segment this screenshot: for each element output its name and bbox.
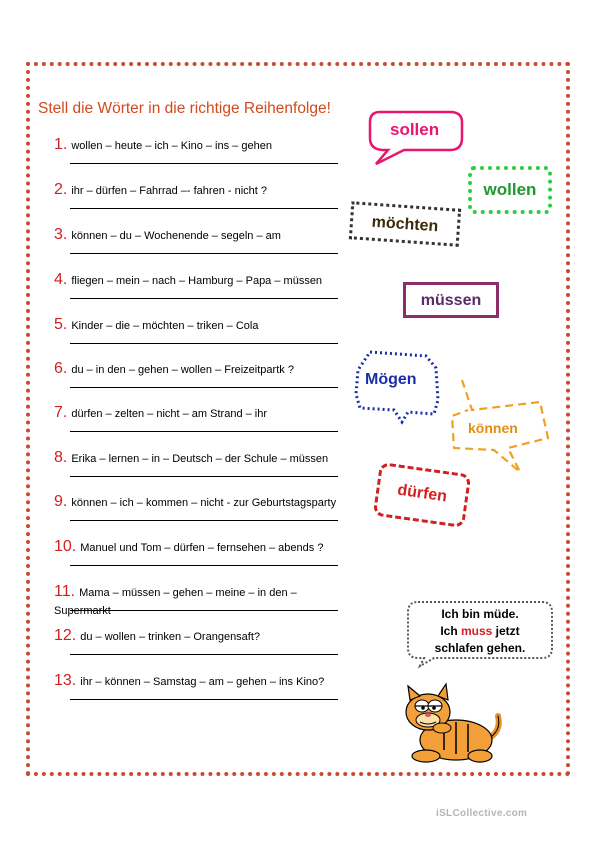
exercise-number: 5.	[54, 316, 68, 333]
exercise-words: wollen – heute – ich – Kino – ins – gehen	[71, 140, 272, 152]
exercise-item	[54, 316, 354, 334]
exercise-words: können – ich – kommen – nicht - zur Geburtstagsparty	[71, 497, 337, 509]
footer-watermark: iSLCollective.com	[436, 808, 528, 819]
exercise-number: 13.	[54, 672, 77, 689]
speech-line-3: schlafen gehen.	[434, 641, 526, 655]
exercise-item	[54, 136, 354, 154]
exercise-words: Kinder – die – möchten – triken – Cola	[71, 320, 259, 332]
answer-line[interactable]	[70, 699, 338, 700]
verb-duerfen: dürfen	[373, 462, 472, 528]
exercise-words: können – du – Wochenende – segeln – am	[71, 230, 281, 242]
exercise-number: 11.	[54, 583, 76, 600]
exercise-item	[54, 181, 354, 199]
verb-muessen: müssen	[403, 282, 499, 318]
garfield-cat-illustration	[398, 680, 506, 766]
exercise-item	[54, 360, 354, 378]
exercise-words: fliegen – mein – nach – Hamburg – Papa – müssen	[71, 275, 323, 287]
exercise-number: 9.	[54, 493, 68, 510]
speech-line-2-pre: Ich	[440, 624, 461, 638]
exercise-words: ihr – dürfen – Fahrrad –- fahren - nicht ?	[71, 185, 268, 197]
speech-line-2	[412, 623, 548, 640]
speech-line-2-post: jetzt	[492, 624, 520, 638]
speech-text	[412, 606, 548, 657]
exercise-item	[54, 627, 354, 645]
answer-line[interactable]	[70, 298, 338, 299]
exercise-words: ihr – können – Samstag – am – gehen – ins Kino?	[80, 676, 325, 688]
verb-moegen: Mögen	[365, 371, 417, 388]
exercise-number: 10.	[54, 538, 77, 555]
exercise-number: 4.	[54, 271, 68, 288]
answer-line[interactable]	[70, 387, 338, 388]
exercise-item	[54, 271, 354, 289]
worksheet-title: Stell die Wörter in die richtige Reihenfolge!	[38, 100, 331, 117]
verb-koennen: können	[468, 420, 518, 436]
verb-moechten: möchten	[349, 201, 461, 247]
exercise-number: 3.	[54, 226, 68, 243]
exercise-number: 6.	[54, 360, 68, 377]
answer-line[interactable]	[70, 343, 338, 344]
answer-line[interactable]	[70, 654, 338, 655]
exercise-number: 7.	[54, 404, 68, 421]
speech-emphasis-muss: muss	[460, 624, 493, 638]
exercise-item	[54, 672, 354, 690]
exercise-number: 2.	[54, 181, 68, 198]
exercise-item	[54, 226, 354, 244]
exercise-number: 1.	[54, 136, 68, 153]
exercise-item	[54, 449, 354, 467]
answer-line[interactable]	[70, 565, 338, 566]
answer-line[interactable]	[70, 610, 338, 611]
exercise-number: 8.	[54, 449, 68, 466]
verb-wollen: wollen	[468, 166, 552, 214]
verb-sollen: sollen	[390, 120, 440, 139]
exercise-words: du – in den – gehen – wollen – Freizeitpartk ?	[71, 364, 294, 376]
answer-line[interactable]	[70, 163, 338, 164]
exercise-words: Manuel und Tom – dürfen – fernsehen – abends ?	[80, 542, 324, 554]
exercise-words: du – wollen – trinken – Orangensaft?	[80, 631, 261, 643]
answer-line[interactable]	[70, 520, 338, 521]
exercise-words: dürfen – zelten – nicht – am Strand – ihr	[71, 408, 268, 420]
answer-line[interactable]	[70, 253, 338, 254]
exercise-words: Mama – müssen – gehen – meine – in den – Supermarkt	[54, 587, 297, 617]
answer-line[interactable]	[70, 476, 338, 477]
answer-line[interactable]	[70, 208, 338, 209]
exercise-item	[54, 538, 354, 556]
exercise-number: 12.	[54, 627, 77, 644]
exercise-item	[54, 404, 354, 422]
exercise-item	[54, 583, 354, 619]
exercise-item	[54, 493, 354, 511]
exercise-words: Erika – lernen – in – Deutsch – der Schule – müssen	[71, 453, 329, 465]
answer-line[interactable]	[70, 431, 338, 432]
speech-line-1: Ich bin müde.	[441, 607, 519, 621]
